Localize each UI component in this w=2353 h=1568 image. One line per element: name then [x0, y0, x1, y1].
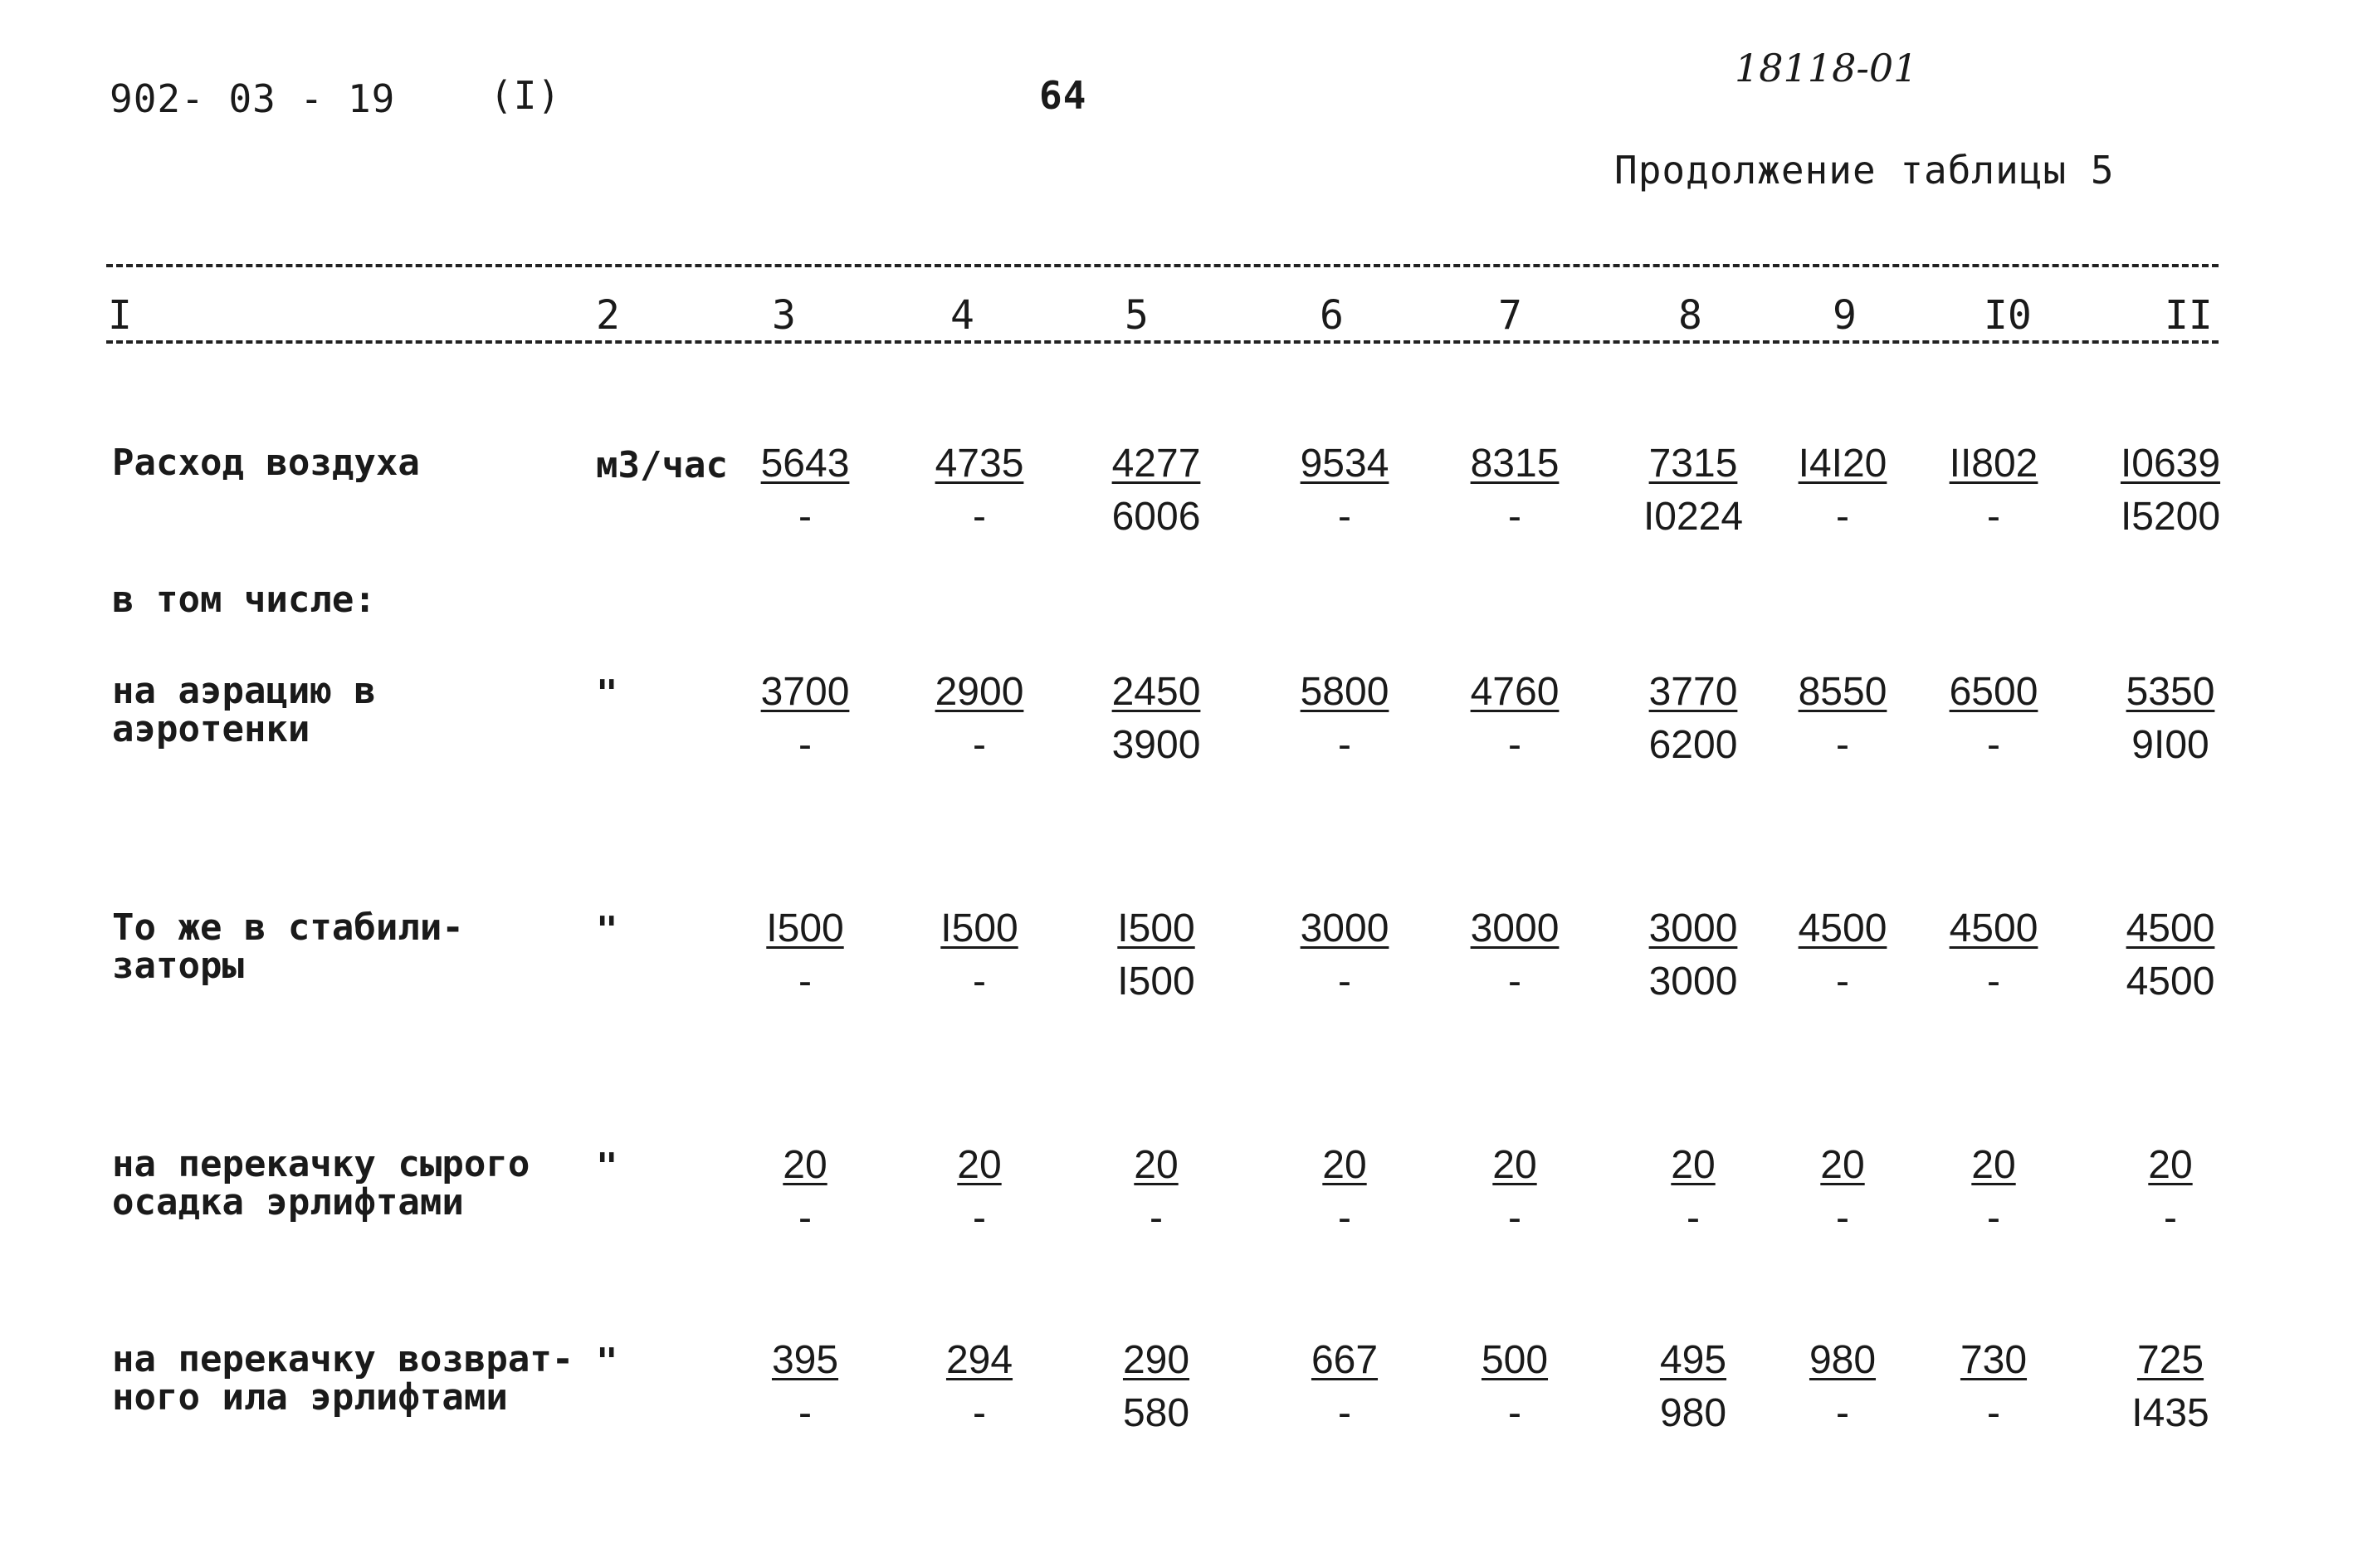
- value-top: 980: [1809, 1338, 1877, 1382]
- value-top: 20: [957, 1143, 1002, 1187]
- row-unit: ": [596, 1145, 618, 1188]
- value-bottom: -: [1338, 495, 1351, 539]
- value-bottom: -: [973, 1196, 986, 1240]
- value-bottom: 6006: [1111, 495, 1201, 539]
- column-number: II: [2165, 292, 2213, 339]
- value-top: 3770: [1648, 670, 1738, 714]
- value-bottom: 3900: [1111, 723, 1201, 767]
- value-bottom: 980: [1659, 1391, 1727, 1435]
- value-top: 294: [945, 1338, 1013, 1382]
- value-top: I500: [1117, 906, 1195, 950]
- column-number: 7: [1498, 292, 1522, 339]
- value-top: 4500: [1798, 906, 1887, 950]
- value-bottom: -: [798, 723, 812, 767]
- value-top: 20: [1322, 1143, 1367, 1187]
- value-top: 3000: [1648, 906, 1738, 950]
- value-top: I4I20: [1798, 442, 1887, 486]
- value-bottom: -: [1338, 1391, 1351, 1435]
- value-bottom: I500: [1117, 960, 1195, 1004]
- value-bottom: -: [1508, 1196, 1521, 1240]
- value-top: 725: [2136, 1338, 2204, 1382]
- value-bottom: I435: [2131, 1391, 2209, 1435]
- row-label: осадка эрлифтами: [112, 1181, 464, 1224]
- value-bottom: -: [1150, 1196, 1163, 1240]
- value-bottom: -: [1338, 1196, 1351, 1240]
- row-label: на аэрацию в: [112, 670, 376, 712]
- row-unit: ": [596, 672, 618, 715]
- value-bottom: -: [1508, 723, 1521, 767]
- value-top: 4277: [1111, 442, 1201, 486]
- column-number: 8: [1678, 292, 1702, 339]
- value-bottom: -: [1836, 960, 1849, 1004]
- row-unit: ": [596, 1341, 618, 1383]
- value-bottom: -: [973, 960, 986, 1004]
- row-label: на перекачку возврат-: [112, 1338, 574, 1380]
- value-bottom: -: [1508, 960, 1521, 1004]
- value-top: 2900: [935, 670, 1024, 714]
- value-bottom: 6200: [1648, 723, 1738, 767]
- document-code: 902- 03 - 19: [110, 76, 396, 121]
- value-top: 4500: [2126, 906, 2215, 950]
- row-label: ного ила эрлифтами: [112, 1376, 508, 1419]
- column-number: 5: [1125, 292, 1149, 339]
- column-number: I0: [1984, 292, 2032, 339]
- value-top: 5800: [1300, 670, 1389, 714]
- value-bottom: 580: [1122, 1391, 1190, 1435]
- value-top: 3000: [1300, 906, 1389, 950]
- column-number: 9: [1833, 292, 1857, 339]
- value-top: 290: [1122, 1338, 1190, 1382]
- value-top: 3700: [760, 670, 850, 714]
- value-top: 8315: [1470, 442, 1560, 486]
- value-bottom: -: [973, 495, 986, 539]
- column-number: I: [108, 292, 132, 339]
- row-label: на перекачку сырого: [112, 1143, 530, 1185]
- value-top: 2450: [1111, 670, 1201, 714]
- value-bottom: -: [798, 495, 812, 539]
- document-part: (I): [490, 73, 562, 118]
- value-top: 9534: [1300, 442, 1389, 486]
- value-top: 20: [2148, 1143, 2193, 1187]
- column-number: 2: [596, 292, 620, 339]
- row-label: Расход воздуха: [112, 442, 420, 484]
- value-top: I500: [940, 906, 1018, 950]
- value-bottom: -: [1987, 1196, 2000, 1240]
- row-label: аэротенки: [112, 708, 310, 750]
- value-top: 730: [1960, 1338, 2028, 1382]
- header-rule-top: [106, 264, 2219, 267]
- value-top: 667: [1311, 1338, 1379, 1382]
- value-top: I0639: [2120, 442, 2221, 486]
- value-bottom: -: [1338, 723, 1351, 767]
- value-bottom: -: [1987, 960, 2000, 1004]
- value-bottom: -: [798, 1196, 812, 1240]
- value-bottom: I0224: [1643, 495, 1744, 539]
- handwritten-stamp: 18118-01: [1735, 46, 1918, 90]
- value-top: II802: [1949, 442, 2038, 486]
- value-top: 7315: [1648, 442, 1738, 486]
- value-top: 6500: [1949, 670, 2038, 714]
- value-bottom: -: [1836, 495, 1849, 539]
- value-top: 500: [1481, 1338, 1549, 1382]
- row-unit: ": [596, 909, 618, 951]
- column-number: 3: [772, 292, 796, 339]
- value-bottom: -: [1987, 723, 2000, 767]
- value-top: 20: [1134, 1143, 1179, 1187]
- value-top: 4500: [1949, 906, 2038, 950]
- value-top: 8550: [1798, 670, 1887, 714]
- value-top: 5350: [2126, 670, 2215, 714]
- value-bottom: 4500: [2126, 960, 2215, 1004]
- value-top: 395: [771, 1338, 839, 1382]
- value-top: 4735: [935, 442, 1024, 486]
- value-top: 495: [1659, 1338, 1727, 1382]
- value-top: 20: [1492, 1143, 1537, 1187]
- value-bottom: -: [1987, 1391, 2000, 1435]
- value-bottom: -: [1508, 1391, 1521, 1435]
- value-bottom: -: [1687, 1196, 1700, 1240]
- value-bottom: -: [1836, 1391, 1849, 1435]
- value-top: 20: [783, 1143, 827, 1187]
- page-number: 64: [1039, 73, 1087, 118]
- row-label: То же в стабили-: [112, 906, 464, 949]
- row-unit: м3/час: [596, 444, 728, 486]
- header-rule-bottom: [106, 340, 2219, 344]
- value-top: I500: [766, 906, 844, 950]
- column-number: 4: [950, 292, 974, 339]
- value-bottom: -: [1338, 960, 1351, 1004]
- table-caption: Продолжение таблицы 5: [1614, 148, 2115, 193]
- value-top: 5643: [760, 442, 850, 486]
- row-label: заторы: [112, 945, 244, 987]
- value-bottom: -: [798, 960, 812, 1004]
- value-bottom: -: [2164, 1196, 2177, 1240]
- value-bottom: -: [1987, 495, 2000, 539]
- value-bottom: -: [973, 1391, 986, 1435]
- value-bottom: -: [973, 723, 986, 767]
- value-bottom: 3000: [1648, 960, 1738, 1004]
- column-number: 6: [1320, 292, 1344, 339]
- value-bottom: -: [1836, 1196, 1849, 1240]
- value-bottom: 9I00: [2131, 723, 2209, 767]
- value-bottom: -: [798, 1391, 812, 1435]
- value-top: 20: [1971, 1143, 2016, 1187]
- value-top: 4760: [1470, 670, 1560, 714]
- value-top: 20: [1671, 1143, 1716, 1187]
- value-bottom: -: [1836, 723, 1849, 767]
- value-bottom: I5200: [2120, 495, 2221, 539]
- value-top: 3000: [1470, 906, 1560, 950]
- row-label: в том числе:: [112, 579, 376, 621]
- value-bottom: -: [1508, 495, 1521, 539]
- value-top: 20: [1820, 1143, 1865, 1187]
